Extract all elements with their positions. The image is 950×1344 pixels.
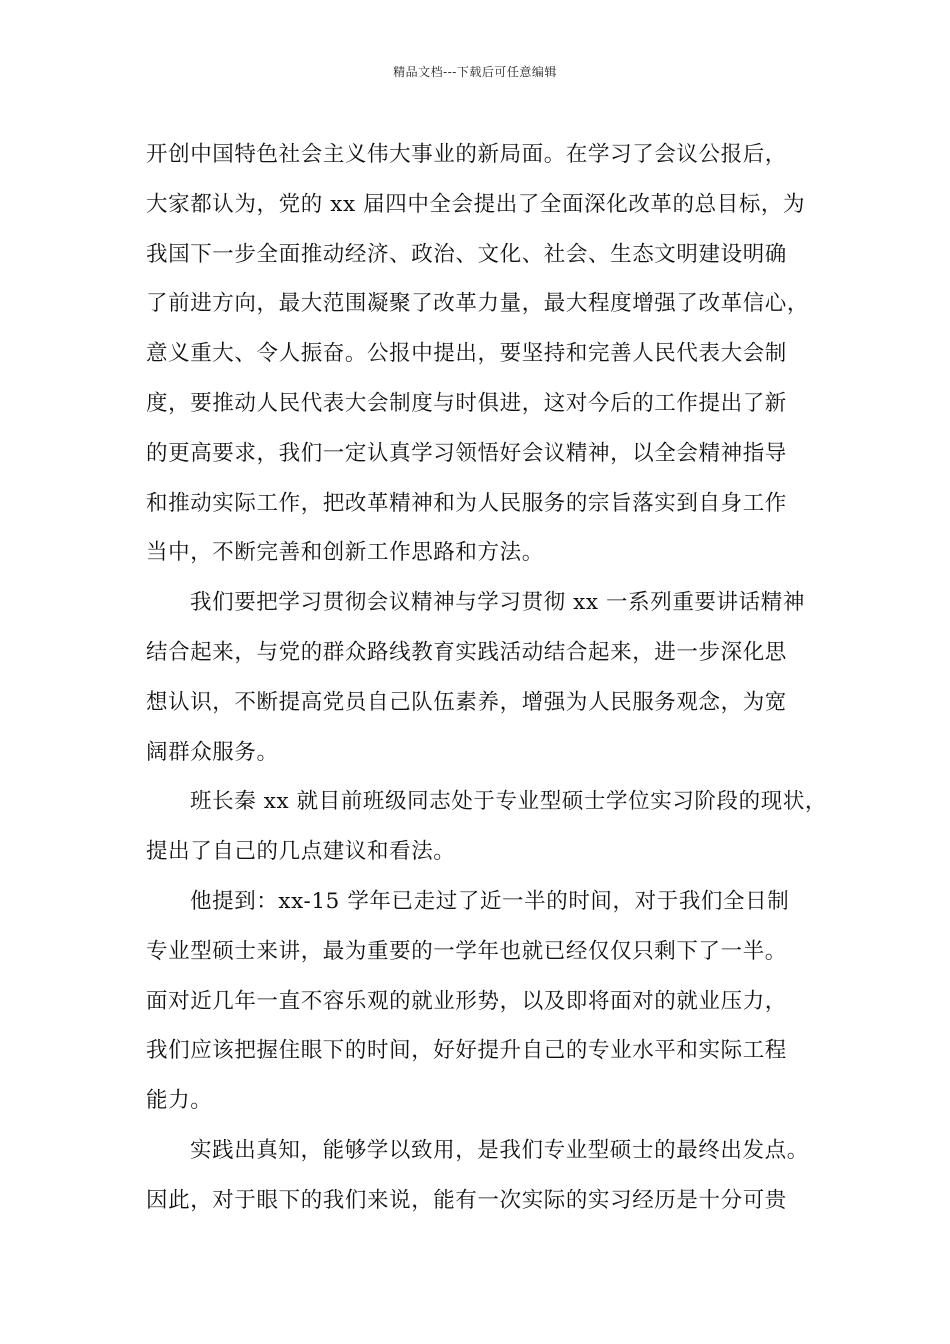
text-line: 的更高要求，我们一定认真学习领悟好会议精神，以全会精神指导 — [146, 440, 787, 466]
text-line: 了前进方向，最大范围凝聚了改革力量，最大程度增强了改革信心， — [146, 291, 810, 317]
text-line: 提出了自己的几点建议和看法。 — [146, 839, 456, 865]
text-line: 他提到：xx-15 学年已走过了近一半的时间，对于我们全日制 — [190, 888, 790, 914]
text-line: 想认识，不断提高党员自己队伍素养，增强为人民服务观念，为宽 — [146, 689, 787, 715]
text-line: 和推动实际工作，把改革精神和为人民服务的宗旨落实到自身工作 — [146, 490, 787, 516]
text-line: 班长秦 xx 就目前班级同志处于专业型硕士学位实习阶段的现状， — [190, 789, 828, 815]
text-line: 我们应该把握住眼下的时间，好好提升自己的专业水平和实际工程 — [146, 1038, 787, 1064]
text-line: 专业型硕士来讲，最为重要的一学年也就已经仅仅只剩下了一半。 — [146, 938, 787, 964]
body-text — [146, 130, 826, 1226]
text-line: 我们要把学习贯彻会议精神与学习贯彻 xx 一系列重要讲话精神 — [190, 590, 805, 616]
text-line: 阔群众服务。 — [146, 739, 279, 765]
text-line: 大家都认为，党的 xx 届四中全会提出了全面深化改革的总目标，为 — [146, 191, 806, 217]
text-line: 实践出真知，能够学以致用，是我们专业型硕士的最终出发点。 — [190, 1137, 809, 1163]
text-line: 开创中国特色社会主义伟大事业的新局面。在学习了会议公报后， — [146, 142, 787, 167]
text-line: 结合起来，与党的群众路线教育实践活动结合起来，进一步深化思 — [146, 639, 787, 665]
text-line: 因此，对于眼下的我们来说，能有一次实际的实习经历是十分可贵 — [146, 1187, 787, 1213]
text-line: 意义重大、令人振奋。公报中提出，要坚持和完善人民代表大会制 — [146, 341, 787, 367]
text-line: 当中，不断完善和创新工作思路和方法。 — [146, 540, 544, 566]
text-line: 面对近几年一直不容乐观的就业形势，以及即将面对的就业压力， — [146, 988, 787, 1014]
text-line: 我国下一步全面推动经济、政治、文化、社会、生态文明建设明确 — [146, 241, 787, 267]
text-line: 能力。 — [146, 1088, 213, 1114]
text-line: 度，要推动人民代表大会制度与时俱进，这对今后的工作提出了新 — [146, 390, 787, 416]
page-header: 精品文档---下载后可任意编辑 — [393, 65, 557, 79]
